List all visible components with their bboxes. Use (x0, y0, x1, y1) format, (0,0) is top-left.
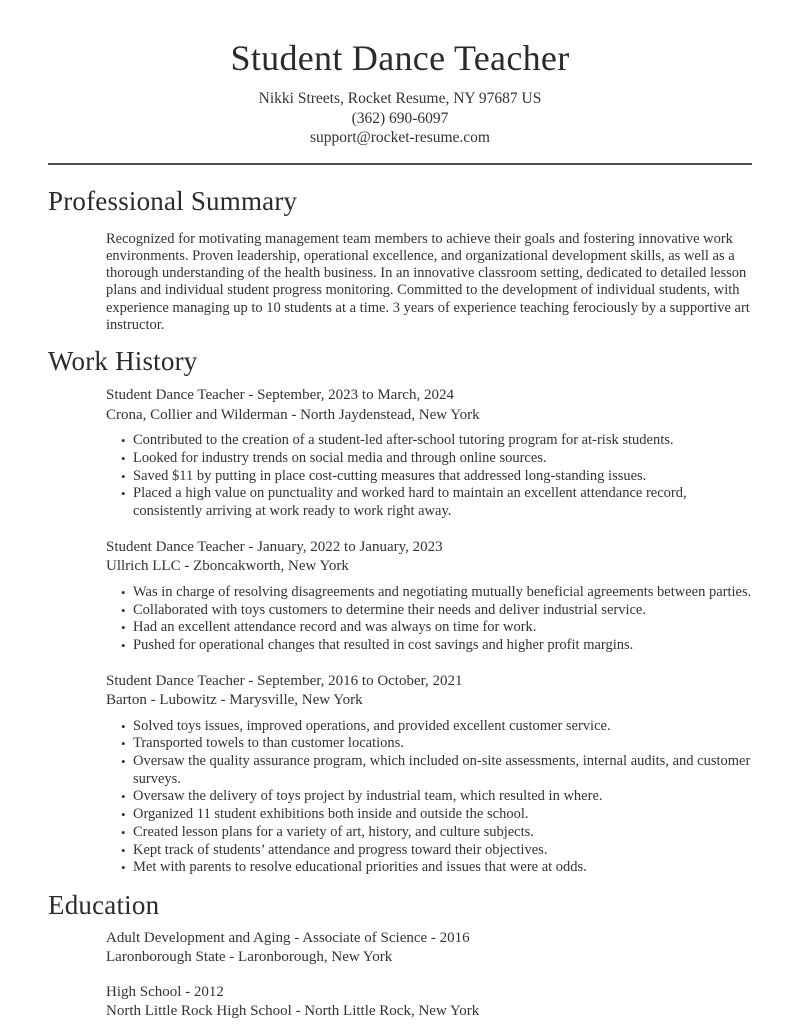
education-school-line: North Little Rock High School - North Little Rock, New York (106, 1003, 480, 1020)
job-entry (48, 538, 752, 655)
job-duty-item: • Oversaw the quality assurance program, which included on-site assessments, internal audits, and customer surveys. (120, 753, 752, 788)
professional-summary-text: Recognized for motivating management team members to achieve their goals and fostering innovative work environments. Proven leadership, operational excellence, and organizational development skills, as well as a thorough understanding of the health business. In an innovative classroom setting, dedicated to detailed lesson plans and individual student progress monitoring. Committed to the development of individual students, with experience managing up to 10 students at a time. 3 years of experience teaching ferociously by a supportive art instructor. (106, 230, 750, 333)
job-title-dates: Student Dance Teacher - September, 2016 to October, 2021 (106, 672, 463, 689)
job-duties-list (48, 432, 752, 521)
job-title-dates: Student Dance Teacher - September, 2023 to March, 2024 (106, 387, 454, 404)
job-duties-list (48, 584, 752, 655)
job-duty-item: • Kept track of students’ attendance and progress toward their objectives. (120, 842, 752, 860)
job-title-dates: Student Dance Teacher - January, 2022 to January, 2023 (106, 538, 443, 555)
contact-block (48, 89, 752, 148)
education-degree-line: High School - 2012 (106, 983, 224, 1000)
job-duty-item: • Created lesson plans for a variety of art, history, and culture subjects. (120, 824, 752, 842)
job-header (106, 672, 752, 711)
professional-summary-section (48, 186, 752, 335)
job-entry (48, 386, 752, 521)
job-duty-item: • Met with parents to resolve educational priorities and issues that were at odds. (120, 859, 752, 877)
job-duty-item: • Had an excellent attendance record and was always on time for work. (120, 619, 752, 637)
job-company-location: Barton - Lubowitz - Marysville, New York (106, 692, 363, 709)
education-school-line: Laronborough State - Laronborough, New York (106, 949, 393, 966)
job-duty-item: • Was in charge of resolving disagreements and negotiating mutually beneficial agreements between parties. (120, 584, 752, 602)
job-duty-item: • Transported towels to than customer locations. (120, 735, 752, 753)
job-duty-item: • Saved $11 by putting in place cost-cutting measures that addressed long-standing issues. (120, 468, 752, 486)
education-entry (106, 929, 752, 968)
job-company-location: Crona, Collier and Wilderman - North Jaydenstead, New York (106, 406, 480, 423)
job-duty-item: • Collaborated with toys customers to determine their needs and deliver industrial service. (120, 602, 752, 620)
education-section (48, 890, 752, 1022)
job-duty-item: • Looked for industry trends on social media and through online sources. (120, 450, 752, 468)
job-duty-item: • Solved toys issues, improved operations, and provided excellent customer service. (120, 718, 752, 736)
education-entry (106, 983, 752, 1022)
job-duty-item: • Placed a high value on punctuality and worked hard to maintain an excellent attendance record, consistently arriving at work ready to work right away. (120, 485, 752, 520)
professional-summary-heading: Professional Summary (48, 185, 298, 216)
resume-title: Student Dance Teacher (230, 38, 570, 78)
job-duty-item: • Oversaw the delivery of toys project by industrial team, which resulted in where. (120, 788, 752, 806)
job-company-location: Ullrich LLC - Zboncakworth, New York (106, 558, 349, 575)
job-duty-item: • Contributed to the creation of a student-led after-school tutoring program for at-risk students. (120, 432, 752, 450)
job-header (106, 386, 752, 425)
work-history-heading: Work History (48, 346, 198, 377)
education-heading: Education (48, 889, 160, 920)
job-duty-item: • Organized 11 student exhibitions both inside and outside the school. (120, 806, 752, 824)
contact-phone: (362) 690-6097 (351, 109, 449, 127)
job-duty-item: • Pushed for operational changes that resulted in cost savings and higher profit margins. (120, 637, 752, 655)
contact-address-line: Nikki Streets, Rocket Resume, NY 97687 US (258, 90, 542, 107)
job-duties-list (48, 718, 752, 877)
education-degree-line: Adult Development and Aging - Associate of Science - 2016 (106, 929, 470, 946)
job-entry (48, 672, 752, 877)
contact-email: support@rocket-resume.com (310, 129, 490, 146)
work-history-section (48, 346, 752, 877)
job-header (106, 538, 752, 577)
resume-header (48, 36, 752, 165)
header-divider (48, 163, 752, 165)
